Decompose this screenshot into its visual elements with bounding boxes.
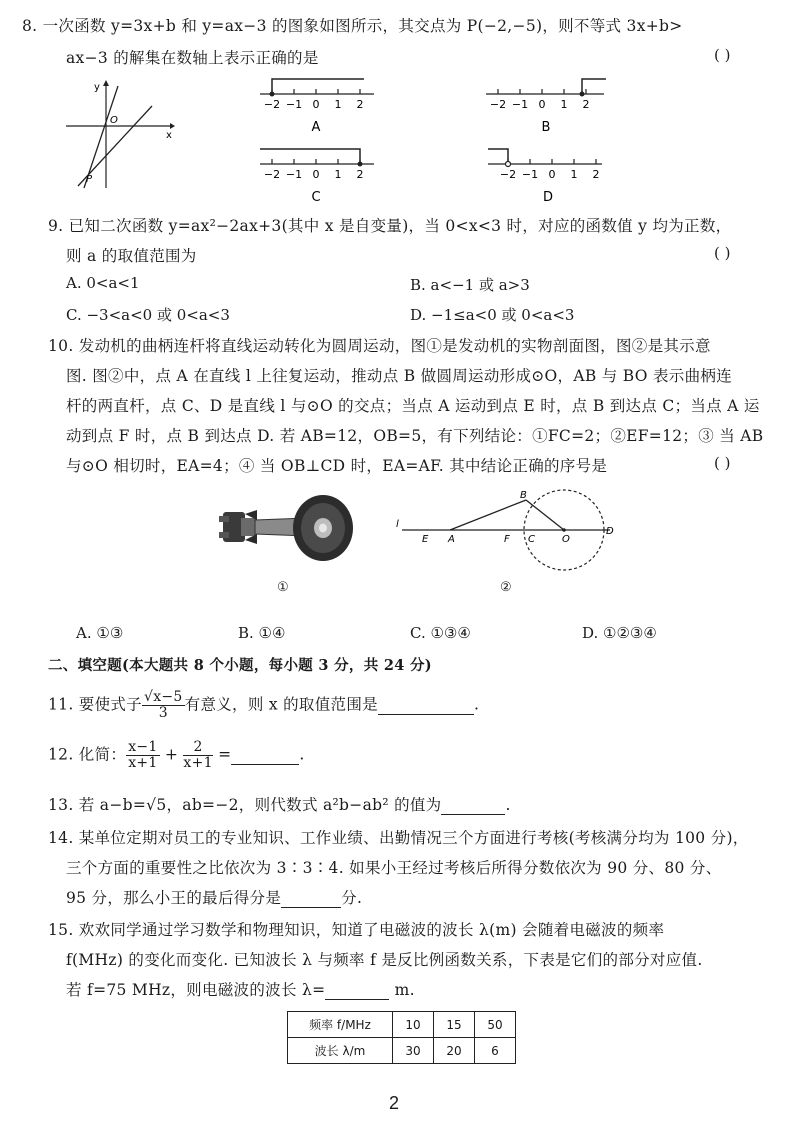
- q11-prefix: 11. 要使式子: [48, 695, 142, 714]
- table-row: [288, 1012, 516, 1038]
- q12-end: .: [299, 745, 305, 764]
- q10-label-e: E: [422, 534, 429, 545]
- q8-a-tick: 1: [334, 98, 342, 111]
- q8-answer-paren: ( ): [714, 46, 731, 64]
- q12-f1-numerator: x−1: [128, 739, 158, 755]
- q14-line3-end: 分.: [341, 889, 363, 907]
- q15-line1: 15. 欢欢同学通过学习数学和物理知识，知道了电磁波的波长 λ(m) 会随着电磁波的频率: [48, 921, 665, 939]
- q8-d-tick: 1: [570, 168, 578, 181]
- q12-f2-denominator: x+1: [183, 755, 213, 771]
- q10-label-d: D: [606, 526, 614, 537]
- q15-value-table: [287, 1011, 516, 1064]
- q9-option-c: C. −3<a<0 或 0<a<3: [66, 306, 230, 324]
- table-cell: 15: [434, 1012, 475, 1038]
- q10-label-o: O: [562, 534, 570, 545]
- q11-answer-blank[interactable]: [378, 696, 474, 715]
- q10-option-d: D. ①②③④: [582, 624, 657, 642]
- q8-b-tick: 2: [582, 98, 590, 111]
- q11-line: [48, 690, 479, 721]
- q8-number-line-b: [484, 76, 609, 136]
- q13-end: .: [505, 796, 511, 814]
- q12-line: [48, 740, 305, 771]
- q8-a-tick: 2: [356, 98, 364, 111]
- q14-line3: [66, 886, 362, 908]
- q8-a-tick: −2: [263, 98, 281, 111]
- q9-line1: 9. 已知二次函数 y=ax²−2ax+3(其中 x 是自变量)，当 0<x<3 时，对应的函数值 y 均为正数，: [48, 217, 732, 235]
- q8-d-tick: −1: [521, 168, 539, 181]
- q10-line1: 10. 发动机的曲柄连杆将直线运动转化为圆周运动，图①是发动机的实物剖面图，图②是其示意: [48, 337, 711, 355]
- q10-line4: 动到点 F 时，点 B 到达点 D. 若 AB=12，OB=5，有下列结论：①FC=2；②EF=12；③ 当 AB: [66, 427, 764, 445]
- table-cell: 30: [393, 1038, 434, 1064]
- q12-f2-numerator: 2: [183, 740, 212, 756]
- table-cell: 波长 λ/m: [288, 1038, 393, 1064]
- q11-suffix: 有意义，则 x 的取值范围是: [184, 695, 378, 714]
- q10-option-b: B. ①④: [238, 624, 286, 642]
- engine-piston-shape: [219, 510, 257, 544]
- q10-line5: 与⊙O 相切时，EA=4；④ 当 OB⊥CD 时，EA=AF. 其中结论正确的序号是: [66, 457, 608, 475]
- q12-equals: =: [218, 745, 232, 764]
- q10-fig2-caption: ②: [500, 580, 512, 595]
- q8-b-tick: −1: [511, 98, 529, 111]
- q10-answer-paren: ( ): [714, 454, 731, 472]
- q9-line2: 则 a 的取值范围为: [66, 247, 197, 265]
- q8-option-c-label: C: [311, 190, 321, 205]
- q8-a-tick: 0: [312, 98, 320, 111]
- q10-label-c: C: [528, 534, 535, 545]
- q12-fraction-1: [126, 740, 159, 771]
- q10-line2: 图. 图②中，点 A 在直线 l 上往复运动，推动点 B 做圆周运动形成⊙O，AB 与 BO 表示曲柄连: [66, 367, 733, 385]
- q15-answer-blank[interactable]: [325, 981, 389, 1000]
- q9-option-b: B. a<−1 或 a>3: [410, 276, 530, 294]
- table-cell: 50: [475, 1012, 516, 1038]
- q10-line3: 杆的两直杆，点 C、D 是直线 l 与⊙O 的交点；当点 A 运动到点 E 时，点 B 到达点 C；当点 A 运: [66, 397, 760, 415]
- q10-option-a: A. ①③: [76, 624, 124, 642]
- table-cell: 20: [434, 1038, 475, 1064]
- q15-line3-end: m.: [394, 981, 415, 999]
- q9-option-a: A. 0<a<1: [66, 274, 140, 292]
- q14-line3-text: 95 分，那么小王的最后得分是: [66, 889, 282, 907]
- q14-line2: 三个方面的重要性之比依次为 3∶3∶4. 如果小王经过考核后所得分数依次为 90 分、80 分、: [66, 859, 722, 877]
- q10-label-f: F: [504, 534, 510, 545]
- q8-b-tick: 0: [538, 98, 546, 111]
- q8-number-line-d: [486, 146, 606, 206]
- q11-fraction: [142, 690, 185, 721]
- q10-label-b: B: [520, 490, 527, 501]
- page-number: 2: [389, 1093, 400, 1113]
- q11-end: .: [473, 695, 480, 714]
- q12-prefix: 12. 化简：: [48, 745, 127, 764]
- q14-answer-blank[interactable]: [281, 889, 341, 908]
- q14-line1: 14. 某单位定期对员工的专业知识、工作业绩、出勤情况三个方面进行考核(考核满分均为 100 分)，: [48, 829, 749, 847]
- q8-line2: ax−3 的解集在数轴上表示正确的是: [66, 49, 319, 67]
- q15-line3-text: 若 f=75 MHz，则电磁波的波长 λ=: [66, 981, 326, 999]
- q13-text: 13. 若 a−b=√5，ab=−2，则代数式 a²b−ab² 的值为: [48, 796, 442, 814]
- q8-a-tick: −1: [285, 98, 303, 111]
- q10-label-l: l: [396, 519, 399, 530]
- q13-answer-blank[interactable]: [441, 796, 505, 815]
- table-cell: 6: [475, 1038, 516, 1064]
- q10-engine-crank-figure: [215, 492, 365, 564]
- q13-line: [48, 793, 511, 815]
- q11-numerator: √x−5: [143, 689, 183, 705]
- q12-fraction-2: [183, 740, 212, 771]
- section2-title: 二、填空题(本大题共 8 个小题，每小题 3 分，共 24 分): [48, 657, 432, 674]
- q15-line2: f(MHz) 的变化而变化. 已知波长 λ 与频率 f 是反比例函数关系，下表是它们的部分对应值.: [66, 951, 703, 969]
- q8-option-a-label: A: [311, 120, 321, 135]
- q8-d-tick: 0: [548, 168, 556, 181]
- q8-graph-origin-label: O: [110, 115, 118, 126]
- q8-d-tick: 2: [592, 168, 600, 181]
- q8-d-tick: −2: [499, 168, 517, 181]
- q8-c-tick: 0: [312, 168, 320, 181]
- q10-label-a: A: [448, 534, 455, 545]
- q9-answer-paren: ( ): [714, 244, 731, 262]
- q11-denominator: 3: [158, 705, 168, 721]
- q9-option-d: D. −1≤a<0 或 0<a<3: [410, 306, 575, 324]
- q8-function-graph: [62, 78, 177, 193]
- q15-line3: [66, 978, 415, 1000]
- table-cell: 10: [393, 1012, 434, 1038]
- q12-answer-blank[interactable]: [231, 746, 299, 765]
- q8-c-tick: −2: [263, 168, 281, 181]
- q8-line1: 8. 一次函数 y=3x+b 和 y=ax−3 的图象如图所示，其交点为 P(−2,−5)，则不等式 3x+b>: [22, 17, 683, 35]
- q8-c-tick: 2: [356, 168, 364, 181]
- q8-c-tick: 1: [334, 168, 342, 181]
- q12-f1-denominator: x+1: [128, 755, 158, 771]
- q8-option-b-label: B: [541, 120, 551, 135]
- table-row: [288, 1038, 516, 1064]
- q8-graph-p-label: P: [86, 174, 93, 185]
- q10-schematic-figure: [392, 480, 622, 580]
- q8-option-d-label: D: [542, 190, 554, 205]
- q8-graph-y-label: y: [94, 82, 100, 93]
- q8-c-tick: −1: [285, 168, 303, 181]
- q8-graph-x-label: x: [166, 130, 172, 141]
- q12-plus: +: [164, 745, 179, 764]
- q10-fig1-caption: ①: [277, 580, 289, 595]
- q10-option-c: C. ①③④: [410, 624, 471, 642]
- table-cell: 频率 f/MHz: [288, 1012, 393, 1038]
- q8-number-line-c: [258, 146, 378, 206]
- q8-b-tick: −2: [489, 98, 507, 111]
- q8-b-tick: 1: [560, 98, 568, 111]
- q8-number-line-a: [258, 76, 378, 136]
